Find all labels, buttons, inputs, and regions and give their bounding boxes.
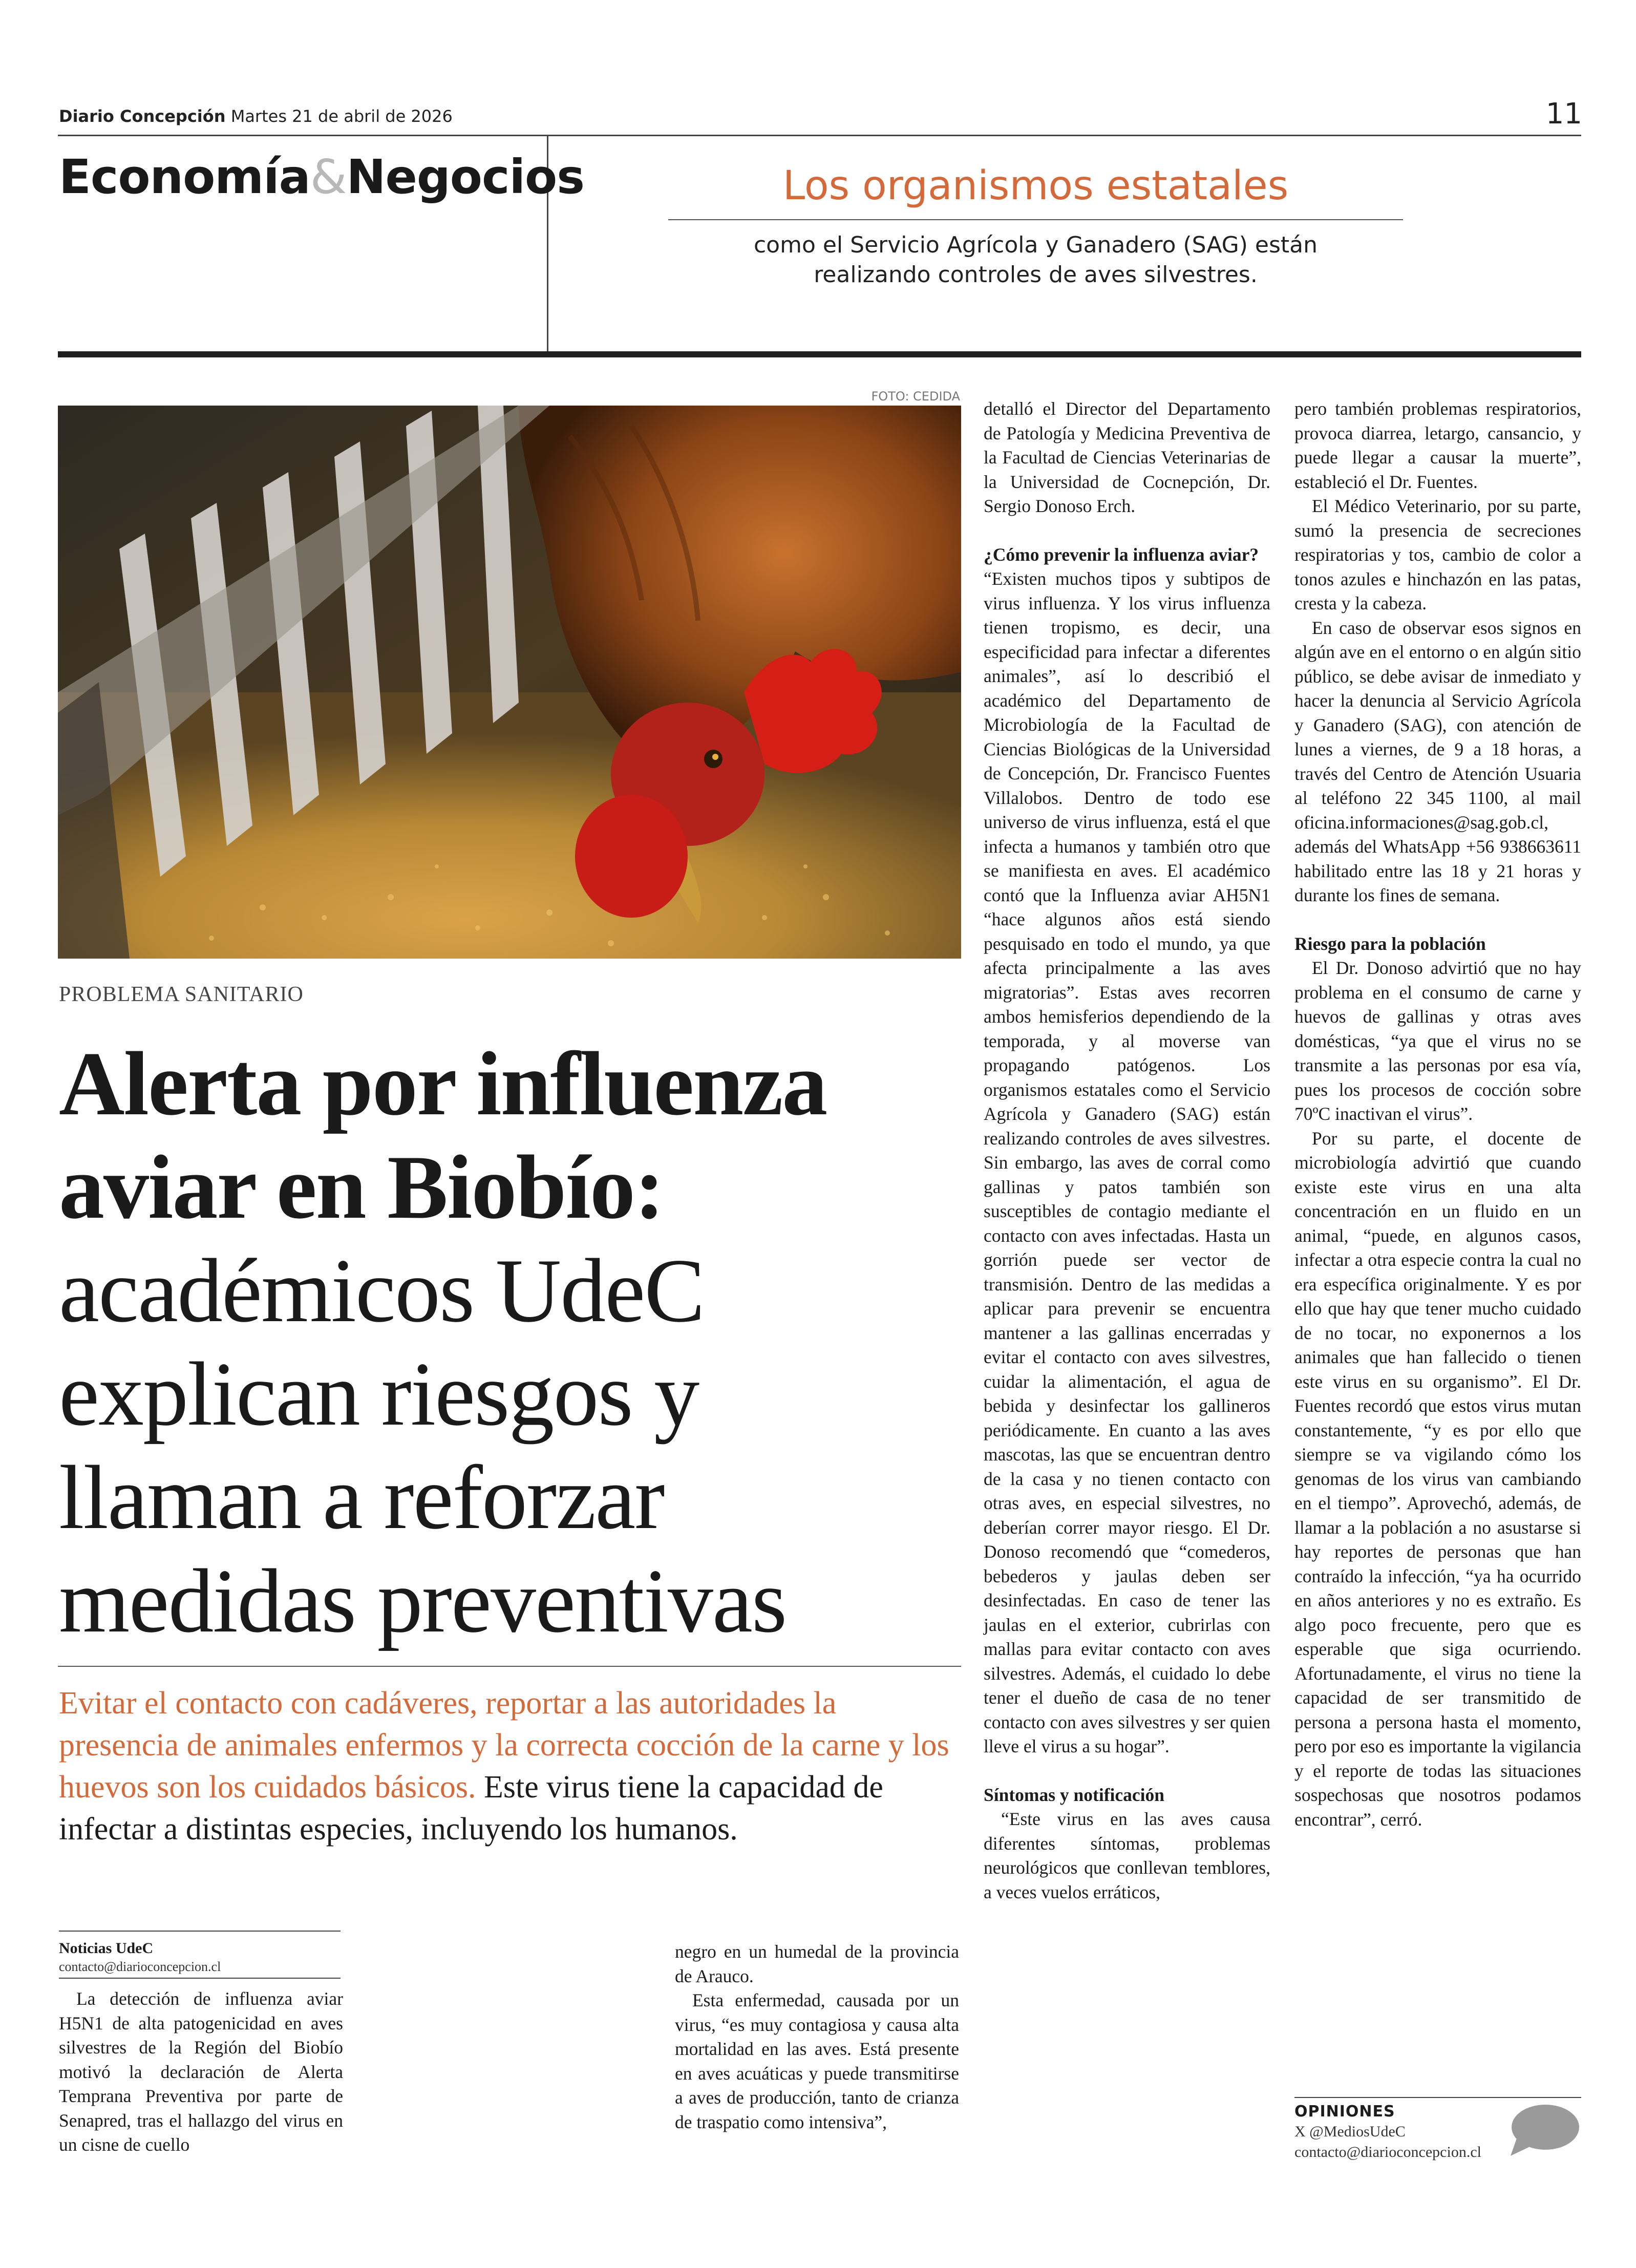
body-paragraph: Por su parte, el docente de microbiología advirtió que cuando existe este virus en una alta concentración en un fluido en un animal, “puede, en algunos casos, infectar a otra especie contra la cual no era específica originalmente. Y es por ello que hay que tener mucho cuidado de no tocar, no exponernos a los animales que han fallecido o tienen este virus en su organismo”. El Dr. Fuentes recordó que estos virus mutan constantemente, “y es por ello que siempre se va vigilando cómo los genomas de los virus van cambiando en el tiempo”. Aprovechó, además, de llamar a la población a no asustarse si hay reportes de personas que han contraído la infección, “ya ha ocurrido en años anteriores y no es extraño. Es algo poco frecuente, pero que es esperable que siga ocurriendo. Afortunadamente, el virus no tiene la capacidad de ser transmitido de persona a persona hasta el momento, pero por eso es importante la vigilancia y el reporte de todas las situaciones sospechosas que nosotros podamos encontrar”, cerró. (1294, 1128, 1581, 1830)
subheading-prevention: ¿Cómo prevenir la influenza aviar? (984, 544, 1259, 565)
headline-light: académicos UdeC explican riesgos y llaman a reforzar medidas preventivas (59, 1240, 787, 1651)
opinions-title: OPINIONES (1294, 2103, 1395, 2121)
body-paragraph: pero también problemas respiratorios, provoca diarrea, letargo, cansancio, y puede llegar a causar la muerte”, estableció el Dr. Fuentes. (1294, 398, 1581, 492)
body-paragraph: detalló el Director del Departamento de Patología y Medicina Preventiva de la Facultad de Ciencias Veterinarias de la Universidad de Cocnepción, Dr. Sergio Donoso Erch. (984, 398, 1270, 516)
pull-quote-rule (668, 219, 1403, 220)
lead-paragraph (59, 1682, 963, 1850)
body-column-1 (59, 1987, 343, 2157)
body-paragraph: Esta enfermedad, causada por un virus, “es muy contagiosa y causa alta mortalidad en las aves. Está presente en aves acuáticas y puede transmitirse a aves de producción, tanto de crianza de traspatio como intensiva”, (675, 1990, 959, 2132)
lead-rest: Este virus tiene la capacidad de infectar a distintas especies, incluyendo los humanos. (59, 1770, 883, 1847)
speech-bubble-icon (1506, 2103, 1581, 2159)
body-paragraph: En caso de observar esos signos en algún ave en el entorno o en algún sitio público, se debe avisar de inmediato y hacer la denuncia al Servicio Agrícola y Ganadero (SAG), con atención de lunes a viernes, de 9 a 18 horas, a través del Centro de Atención Usuaria al teléfono 22 345 1100, al mail oficina.informaciones@sag.gob.cl, además del WhatsApp +56 938663611 habilitado entre las 18 y 21 horas y durante los fines de semana. (1294, 617, 1581, 905)
section-title-amp: & (310, 150, 347, 204)
body-column-2 (675, 1940, 959, 2134)
pull-quote-text: como el Servicio Agrícola y Ganadero (SAG) están realizando controles de aves silvestres. (753, 232, 1318, 288)
pull-quote-title: Los organismos estatales (782, 163, 1289, 209)
body-paragraph: El Dr. Donoso advirtió que no hay problema en el consumo de carne y huevos de gallinas y otras aves domésticas, “ya que el virus no se transmite a las personas por esa vía, pues los procesos de cocción sobre 70ºC inactivan el virus”. (1294, 958, 1581, 1124)
masthead-date: Martes 21 de abril de 2026 (230, 107, 453, 126)
opinions-rule (1294, 2097, 1581, 2098)
headline-bold: Alerta por influenza aviar en Biobío: (59, 1033, 827, 1238)
subheading-risk: Riesgo para la población (1294, 933, 1486, 954)
body-paragraph: “Este virus en las aves causa diferentes síntomas, problemas neurológicos que conllevan temblores, a veces vuelos erráticos, (984, 1809, 1270, 1902)
body-paragraph: El Médico Veterinario, por su parte, sumó la presencia de secreciones respiratorias y tos, cambio de color a tonos azules e hinchazón en las patas, cresta y la cabeza. (1294, 496, 1581, 613)
section-title-part1: Economía (59, 150, 310, 204)
masthead (59, 107, 453, 126)
byline-email: contacto@diarioconcepcion.cl (59, 1959, 221, 1974)
page-number: 11 (1545, 97, 1582, 131)
body-column-3 (984, 397, 1270, 1904)
section-title (59, 150, 584, 204)
body-paragraph: negro en un humedal de la provincia de Arauco. (675, 1941, 959, 1986)
headline (59, 1032, 960, 1652)
spacer (984, 519, 1270, 543)
photo-credit: FOTO: CEDIDA (871, 389, 960, 404)
body-column-4 (1294, 397, 1581, 1832)
spacer (1294, 908, 1581, 932)
byline-author: Noticias UdeC (59, 1940, 154, 1957)
hen-photo (58, 406, 961, 959)
kicker: PROBLEMA SANITARIO (59, 983, 304, 1006)
lead-rule (58, 1666, 961, 1667)
subheading-symptoms: Síntomas y notificación (984, 1784, 1165, 1805)
lead-accent: Evitar el contacto con cadáveres, reportar a las autoridades la presencia de animales enfermos y la correcta cocción de la carne y los huevos son los cuidados básicos. (59, 1686, 949, 1805)
section-title-part2: Negocios (346, 150, 585, 204)
opinions-x-handle[interactable]: X @MediosUdeC (1294, 2123, 1406, 2140)
header-thick-rule (58, 351, 1581, 357)
masthead-brand: Diario Concepción (59, 107, 226, 126)
opinions-email[interactable]: contacto@diarioconcepcion.cl (1294, 2144, 1481, 2160)
body-paragraph: La detección de influenza aviar H5N1 de alta patogenicidad en aves silvestres de la Región del Biobío motivó la declaración de Alerta Temprana Preventiva por parte de Senapred, tras el hallazgo del virus en un cisne de cuello (59, 1988, 343, 2155)
header-rule (58, 135, 1581, 136)
hen-photo-illustration (58, 406, 961, 959)
body-paragraph: “Existen muchos tipos y subtipos de virus influenza. Y los virus influenza tienen tropismo, es decir, una especificidad para infectar a diferentes animales”, así lo describió el académico del Departamento de Microbiología de la Facultad de Ciencias Biológicas de la Universidad de Concepción, Dr. Francisco Fuentes Villalobos. Dentro de todo ese universo de virus influenza, está el que infecta a humanos y también otro que se manifiesta en aves. El académico contó que la Influenza aviar AH5N1 “hace algunos años está siendo pesquisado en todo el mundo, ya que afecta principalmente a las aves migratorias”. Estas aves recorren ambos hemisferios dependiendo de la temporada, y al moverse van propagando patógenos. Los organismos estatales como el Servicio Agrícola y Ganadero (SAG) están realizando controles de aves silvestres. Sin embargo, las aves de corral como gallinas y patos también son susceptibles de contagio mediante el contacto con aves infectadas. Hasta un gorrión puede ser vector de transmisión. Dentro de las medidas a aplicar para prevenir se encuentra mantener a las gallinas encerradas y evitar el contacto con aves silvestres, cuidar la alimentación, el agua de bebida y desinfectar los gallineros periódicamente. En cuanto a las aves mascotas, las que se encuentran dentro de la casa y no tienen contacto con otras aves, en especial silvestres, no deberían correr mayor riesgo. El Dr. Donoso recomendó que “comederos, bebederos y jaulas deben ser desinfectadas. En caso de tener las jaulas en el exterior, cubrirlas con mallas para evitar contacto con aves silvestres. Además, el cuidado lo debe tener el dueño de casa de no tener contacto con aves silvestres y ser quien lleve el virus a su hogar”. (984, 568, 1270, 1756)
spacer (984, 1759, 1270, 1783)
byline-rule-top (59, 1931, 341, 1932)
byline-rule (59, 1978, 341, 1979)
